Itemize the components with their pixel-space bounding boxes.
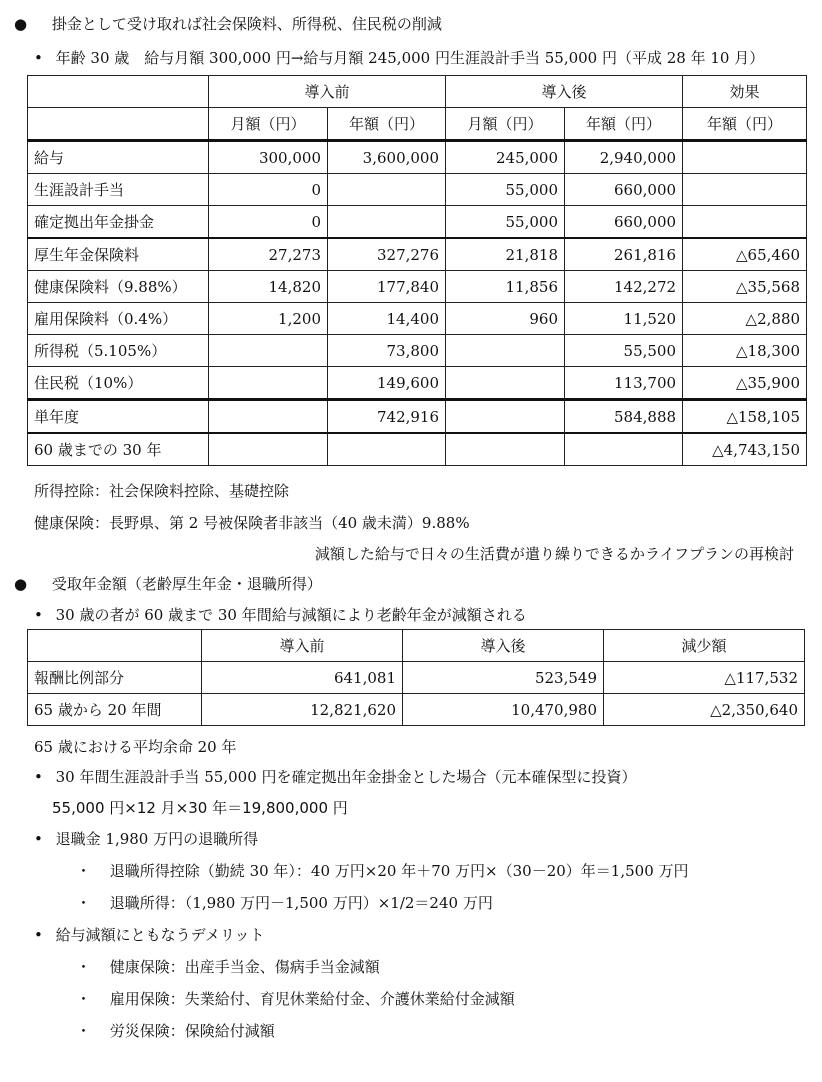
- sub-bullet-icon: ・: [76, 1022, 92, 1040]
- note-income-deduction: 所得控除：社会保険料控除、基礎控除: [34, 482, 290, 500]
- table-cell: [446, 433, 565, 466]
- column-header: 減少額: [604, 630, 805, 662]
- table-cell: 73,800: [328, 335, 446, 367]
- column-header: 導入後: [403, 630, 604, 662]
- table-cell: 960: [446, 303, 565, 335]
- row-label: 給与: [28, 141, 209, 174]
- list-item: ・ 退職所得控除（勤続 30 年）：40 万円×20 年＋70 万円×（30－20）年＝1,500 万円: [76, 862, 689, 880]
- table-cell: [683, 141, 807, 174]
- table-cell: 300,000: [209, 141, 328, 174]
- table-cell: 245,000: [446, 141, 565, 174]
- bullet-icon: •: [34, 830, 43, 848]
- table-row: [28, 400, 807, 434]
- note-health-insurance: 健康保険：長野県、第 2 号被保険者非該当（40 歳未満）9.88%: [34, 514, 470, 532]
- table-row: [28, 335, 807, 367]
- table-cell: [328, 433, 446, 466]
- row-label: 単年度: [28, 400, 209, 434]
- table-cell: △117,532: [604, 662, 805, 694]
- table-row: [28, 271, 807, 303]
- table-cell: 149,600: [328, 367, 446, 400]
- row-label: 65 歳から 20 年間: [28, 694, 202, 726]
- group-header: 導入前: [209, 76, 446, 108]
- table-row: [28, 694, 805, 726]
- section2-subline: • 30 歳の者が 60 歳まで 30 年間給与減額により老齢年金が減額される: [34, 606, 527, 624]
- bullet-dc-contribution: • 30 年間生涯設計手当 55,000 円を確定拠出年金掛金とした場合（元本確保型に投資）: [34, 768, 637, 786]
- table-cell: 14,400: [328, 303, 446, 335]
- column-header: 導入前: [202, 630, 403, 662]
- table-cell: 55,000: [446, 174, 565, 206]
- table-cell: [209, 335, 328, 367]
- section1-heading: ● 掛金として受け取れば社会保険料、所得税、住民税の削減: [14, 15, 442, 33]
- table-cell: 177,840: [328, 271, 446, 303]
- bullet-icon: •: [34, 49, 43, 67]
- dc-calculation: 55,000 円×12 月×30 年＝19,800,000 円: [52, 799, 348, 817]
- table-row: [28, 174, 807, 206]
- sub-header: 年額（円）: [328, 108, 446, 141]
- table-cell: 584,888: [565, 400, 683, 434]
- table-cell: 660,000: [565, 174, 683, 206]
- sub-header: 月額（円）: [209, 108, 328, 141]
- bullet-icon: •: [34, 606, 43, 624]
- table-cell: 11,520: [565, 303, 683, 335]
- table-sub-header-row: [28, 108, 807, 141]
- table-cell: [209, 400, 328, 434]
- table-cell: [683, 206, 807, 239]
- table-cell: [446, 400, 565, 434]
- table-cell: 113,700: [565, 367, 683, 400]
- list-item: ・ 退職所得：（1,980 万円－1,500 万円）×1/2＝240 万円: [76, 894, 493, 912]
- sub-header: 年額（円）: [565, 108, 683, 141]
- pension-table: [27, 629, 805, 726]
- row-label: 住民税（10%）: [28, 367, 209, 400]
- table-cell: △2,350,640: [604, 694, 805, 726]
- table-group-header-row: [28, 76, 807, 108]
- table-row: [28, 433, 807, 466]
- table-row: [28, 141, 807, 174]
- bullet-demerits: • 給与減額にともなうデメリット: [34, 926, 265, 944]
- sub-header: 月額（円）: [446, 108, 565, 141]
- row-label: 報酬比例部分: [28, 662, 202, 694]
- table-cell: 14,820: [209, 271, 328, 303]
- table-cell: △35,568: [683, 271, 807, 303]
- table-cell: [683, 174, 807, 206]
- table-cell: 1,200: [209, 303, 328, 335]
- table-cell: 0: [209, 174, 328, 206]
- sub-bullet-icon: ・: [76, 894, 92, 912]
- row-label: 所得税（5.105%）: [28, 335, 209, 367]
- emphasis-text: 減額した給与で日々の生活費が遣り繰りできるかライフプランの再検討: [314, 545, 794, 563]
- bullet-icon: •: [34, 926, 43, 944]
- list-item: ・ 労災保険：保険給付減額: [76, 1022, 275, 1040]
- table-cell: △158,105: [683, 400, 807, 434]
- table-cell: [446, 335, 565, 367]
- bullet-icon: •: [34, 768, 43, 786]
- table-cell: △4,743,150: [683, 433, 807, 466]
- row-label: 厚生年金保険料: [28, 238, 209, 271]
- table-cell: 142,272: [565, 271, 683, 303]
- table-cell: [565, 433, 683, 466]
- table-cell: 660,000: [565, 206, 683, 239]
- row-label: 確定拠出年金掛金: [28, 206, 209, 239]
- table-cell: 27,273: [209, 238, 328, 271]
- table-cell: 55,000: [446, 206, 565, 239]
- table-row: [28, 303, 807, 335]
- table-cell: 742,916: [328, 400, 446, 434]
- table-cell: [446, 367, 565, 400]
- sub-header: 年額（円）: [683, 108, 807, 141]
- table-cell: 523,549: [403, 662, 604, 694]
- table-cell: △35,900: [683, 367, 807, 400]
- table-row: [28, 367, 807, 400]
- table-cell: 55,500: [565, 335, 683, 367]
- sub-bullet-icon: ・: [76, 958, 92, 976]
- bullet-icon: ●: [14, 15, 28, 33]
- table-cell: [328, 206, 446, 239]
- table-cell: 2,940,000: [565, 141, 683, 174]
- table-cell: 21,818: [446, 238, 565, 271]
- table-cell: 327,276: [328, 238, 446, 271]
- table-cell: △18,300: [683, 335, 807, 367]
- salary-comparison-table: [27, 75, 807, 466]
- table-cell: 641,081: [202, 662, 403, 694]
- row-label: 雇用保険料（0.4%）: [28, 303, 209, 335]
- table-cell: △65,460: [683, 238, 807, 271]
- table-cell: 261,816: [565, 238, 683, 271]
- table-header-row: [28, 630, 805, 662]
- table-row: [28, 238, 807, 271]
- table-row: [28, 662, 805, 694]
- sub-bullet-icon: ・: [76, 862, 92, 880]
- group-header: 効果: [683, 76, 807, 108]
- table-cell: 3,600,000: [328, 141, 446, 174]
- row-label: 生涯設計手当: [28, 174, 209, 206]
- note-life-expectancy: 65 歳における平均余命 20 年: [34, 738, 237, 756]
- sub-bullet-icon: ・: [76, 990, 92, 1008]
- section2-heading: ● 受取年金額（老齢厚生年金・退職所得）: [14, 575, 322, 593]
- row-label: 健康保険料（9.88%）: [28, 271, 209, 303]
- table-cell: 12,821,620: [202, 694, 403, 726]
- table-cell: 11,856: [446, 271, 565, 303]
- table-cell: [209, 367, 328, 400]
- row-label: 60 歳までの 30 年: [28, 433, 209, 466]
- group-header: 導入後: [446, 76, 683, 108]
- table-cell: 0: [209, 206, 328, 239]
- list-item: ・ 雇用保険：失業給付、育児休業給付金、介護休業給付金減額: [76, 990, 515, 1008]
- bullet-icon: ●: [14, 575, 28, 593]
- section1-subline: • 年齢 30 歳 給与月額 300,000 円→給与月額 245,000 円生涯設計手当 55,000 円（平成 28 年 10 月）: [34, 49, 765, 67]
- table-cell: △2,880: [683, 303, 807, 335]
- table-row: [28, 206, 807, 239]
- table-cell: [209, 433, 328, 466]
- table-cell: 10,470,980: [403, 694, 604, 726]
- table-cell: [328, 174, 446, 206]
- bullet-retirement-income: • 退職金 1,980 万円の退職所得: [34, 830, 259, 848]
- list-item: ・ 健康保険：出産手当金、傷病手当金減額: [76, 958, 380, 976]
